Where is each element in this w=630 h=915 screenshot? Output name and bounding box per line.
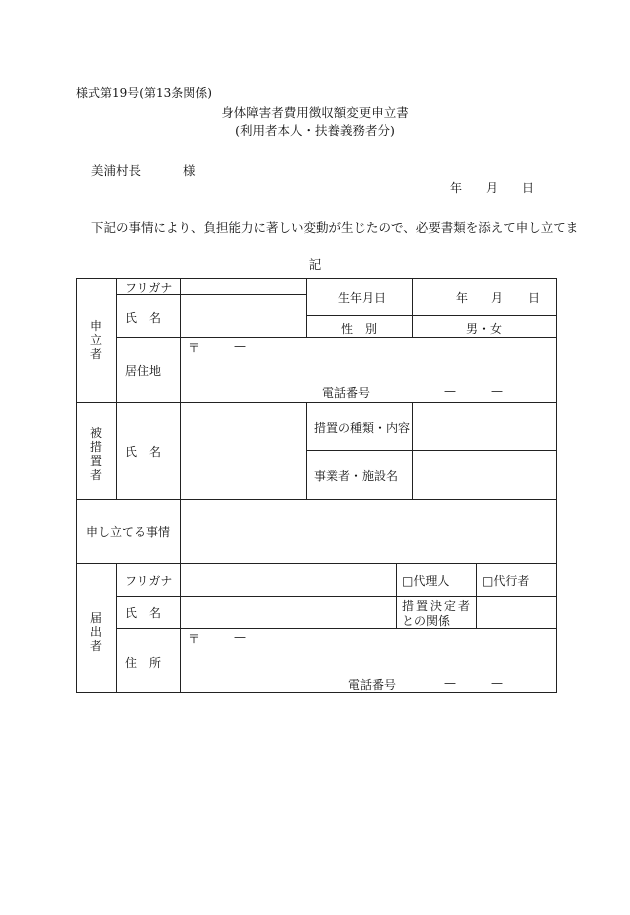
applicant-gender-label: 性 別 bbox=[341, 322, 378, 336]
applicant-phone-dash1: — bbox=[444, 384, 456, 398]
applicant-postal-mark: 〒 bbox=[188, 341, 201, 355]
notifier-relation-line2: との関係 bbox=[402, 614, 451, 628]
applicant-section-label: 申立者 bbox=[89, 319, 102, 361]
document-title: 身体障害者費用徴収額変更申立書 bbox=[221, 105, 409, 120]
measured-section-label: 被措置者 bbox=[89, 426, 102, 482]
notifier-postal-mark: 〒 bbox=[188, 632, 201, 646]
notifier-postal-dash: — bbox=[234, 630, 246, 644]
form-number: 様式第19号(第13条関係) bbox=[76, 86, 212, 100]
applicant-birth-label: 生年月日 bbox=[338, 291, 387, 305]
addressee-name: 美浦村長 bbox=[91, 163, 142, 178]
date-day-label: 日 bbox=[522, 181, 535, 195]
applicant-birth-day: 日 bbox=[528, 291, 541, 305]
applicant-gender-value: 男・女 bbox=[466, 322, 503, 336]
document-subtitle: (利用者本人・扶養義務者分) bbox=[235, 123, 395, 138]
ki-heading: 記 bbox=[308, 257, 322, 272]
addressee-honorific: 様 bbox=[183, 163, 196, 178]
applicant-furigana-label: フリガナ bbox=[125, 281, 173, 295]
measured-type-label: 措置の種類・内容 bbox=[314, 421, 411, 435]
notifier-name-label: 氏 名 bbox=[125, 606, 162, 620]
applicant-birth-month: 月 bbox=[491, 291, 504, 305]
applicant-birth-year: 年 bbox=[456, 291, 469, 305]
applicant-postal-dash: — bbox=[234, 339, 246, 353]
reason-label: 申し立てる事情 bbox=[86, 525, 171, 539]
applicant-address-label: 居住地 bbox=[125, 364, 162, 378]
intro-text: 下記の事情により、負担能力に著しい変動が生じたので、必要書類を添えて申し立てま bbox=[91, 220, 579, 235]
notifier-agent-checkbox[interactable]: □代理人 bbox=[402, 574, 450, 588]
measured-facility-label: 事業者・施設名 bbox=[314, 469, 399, 483]
applicant-name-label: 氏 名 bbox=[125, 311, 162, 325]
notifier-phone-dash1: — bbox=[444, 676, 456, 690]
applicant-phone-label: 電話番号 bbox=[322, 386, 371, 400]
date-month-label: 月 bbox=[486, 181, 499, 195]
notifier-section-label: 届出者 bbox=[89, 611, 102, 653]
notifier-relation-line1: 措置決定者 bbox=[402, 599, 473, 613]
applicant-phone-dash2: — bbox=[491, 384, 503, 398]
notifier-address-label: 住 所 bbox=[125, 656, 162, 670]
notifier-furigana-label: フリガナ bbox=[125, 574, 173, 588]
notifier-phone-label: 電話番号 bbox=[348, 678, 397, 692]
date-year-label: 年 bbox=[450, 181, 463, 195]
notifier-proxy-checkbox[interactable]: □代行者 bbox=[482, 574, 530, 588]
notifier-phone-dash2: — bbox=[491, 676, 503, 690]
measured-name-label: 氏 名 bbox=[125, 445, 162, 459]
application-table bbox=[76, 278, 557, 693]
